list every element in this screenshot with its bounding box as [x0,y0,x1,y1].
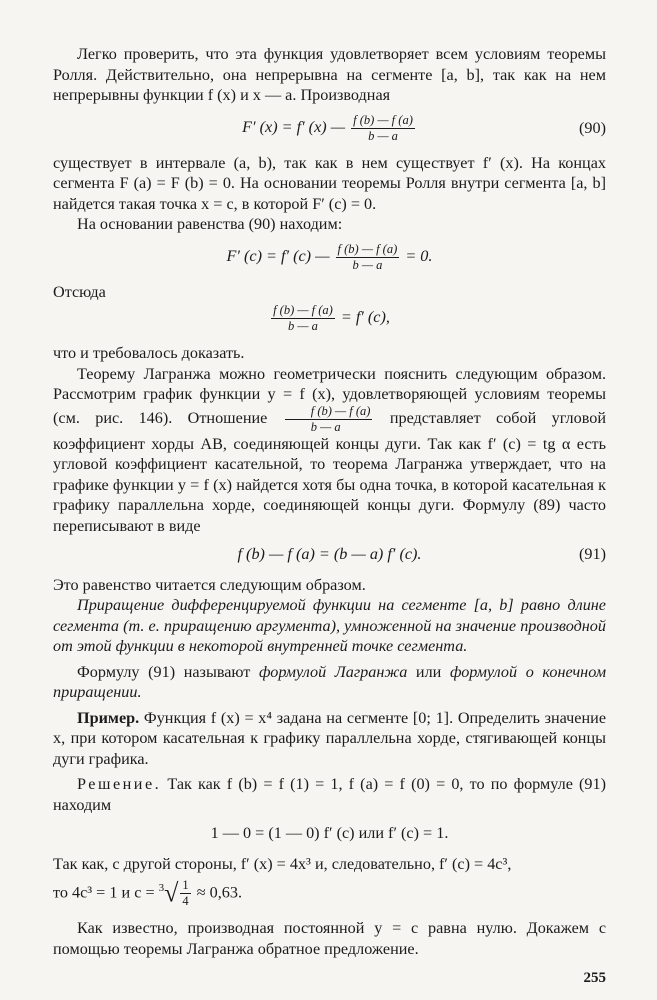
paragraph-12: Так как, с другой стороны, f′ (x) = 4x³ и, следовательно, f′ (c) = 4c³, [53,854,512,873]
eqa-lhs: F′ (c) = f′ (c) — [226,246,330,265]
paragraph-5: что и требовалось доказать. [53,344,245,362]
paragraph-9 [53,662,606,703]
page-body [53,44,606,959]
eqa-denominator: b — a [352,257,383,272]
solution-label: Решение. [77,775,162,793]
example-text: Функция f (x) = x⁴ задана на сегменте [0; 1]. Определить значение x, при котором касательная к графику параллельна хорде, стягивающей концы дуги графика. [53,708,606,768]
paragraph-4: Отсюда [53,282,106,301]
eqb-numerator: f (b) — f (a) [273,303,333,317]
root-denominator: 4 [182,894,189,909]
eqa-rhs: = 0. [405,246,433,265]
p13-text-a: то 4c³ = 1 и c = [53,883,155,902]
paragraph-8-theorem: Приращение дифференцируемой функции на сегменте [a, b] равно длине сегмента (т. е. приращению аргумента), умноженной на значение производной от этой функции в некоторой внутренней точке сегмента. [53,596,606,655]
equation-number-90: (90) [579,118,606,137]
eq90-fraction [351,114,415,143]
paragraph-3: На основании равенства (90) находим: [77,215,343,233]
paragraph-11-solution [53,774,606,815]
p9-text-a: Формулу (91) называют [77,662,251,681]
eq91-formula: f (b) — f (a) = (b — a) f′ (c). [237,545,422,563]
example-label: Пример. [77,708,140,727]
p9-term-lagrange: формулой Лагранжа [259,662,408,681]
equation-a [53,243,606,272]
p6-text-b: представляет собой угловой коэффициент хорды AB, соединяющей концы дуги. Так как f′ (c) = tg α есть угловой коэффициент касательной, то теорема Лагранжа утверждает, что на графике функции y = f (x) найдется хотя бы одна точка, в которой касательная к графику параллельна хорде, соединяющей концы дуги. Формулу (89) часто переписывают в виде [53,408,607,535]
p6-numerator: f (b) — f (a) [285,405,373,420]
p9-term-finite: формулой о конечном приращении. [53,662,607,701]
eqa-fraction [336,243,400,272]
p13-text-b: ≈ 0,63. [196,883,243,902]
paragraph-14: Как известно, производная постоянной y = c равна нулю. Докажем с помощью теоремы Лагранжа обратное предложение. [53,919,606,958]
eq90-denominator: b — a [368,128,398,143]
paragraph-2: существует в интервале (a, b), так как в нем существует f′ (x). На концах сегмента F (a) = F (b) = 0. На основании теоремы Ролля внутри сегмента [a, b] найдется такая точка x = c, в которой F′ (c) = 0. [53,153,606,213]
paragraph-1: Легко проверить, что эта функция удовлетворяет всем условиям теоремы Ролля. Действительно, она непрерывна на сегменте [a, b], так как на нем непрерывны функции f (x) и x — a. Производная [53,45,606,104]
p6-denominator: b — a [310,419,341,434]
eq90-numerator: f (b) — f (a) [353,112,413,127]
p9-text-c: или [415,662,442,681]
eq90-lhs: F′ (x) = f′ (x) — [242,117,346,136]
equation-c: 1 — 0 = (1 — 0) f′ (c) или f′ (c) = 1. [210,824,449,842]
solution-text: Так как f (b) = f (1) = 1, f (a) = f (0) = 0, то по формуле (91) находим [53,775,607,814]
eqb-fraction [271,304,335,333]
root-index: 3 [158,882,165,894]
paragraph-6 [53,364,606,537]
paragraph-7: Это равенство читается следующим образом. [53,575,366,594]
root-numerator: 1 [182,878,189,893]
page-number: 255 [583,970,606,986]
p6-text-a: Теорему Лагранжа можно геометрически пояснить следующим образом. Рассмотрим график функции y = f (x), удовлетворяющей условиям теоремы (см. рис. 146). Отношение [53,364,606,427]
p6-fraction [285,405,373,434]
eqb-denominator: b — a [288,319,318,333]
equation-b [53,304,606,333]
paragraph-13 [53,878,606,908]
radical-sign-icon: √ [164,878,179,908]
eqa-numerator: f (b) — f (a) [337,241,398,256]
equation-90 [53,114,606,143]
equation-number-91: (91) [579,545,606,563]
equation-91 [53,544,606,565]
eqb-rhs: = f′ (c), [340,308,390,327]
cube-root [159,878,193,908]
root-fraction [180,879,190,908]
paragraph-10-example [53,708,606,770]
